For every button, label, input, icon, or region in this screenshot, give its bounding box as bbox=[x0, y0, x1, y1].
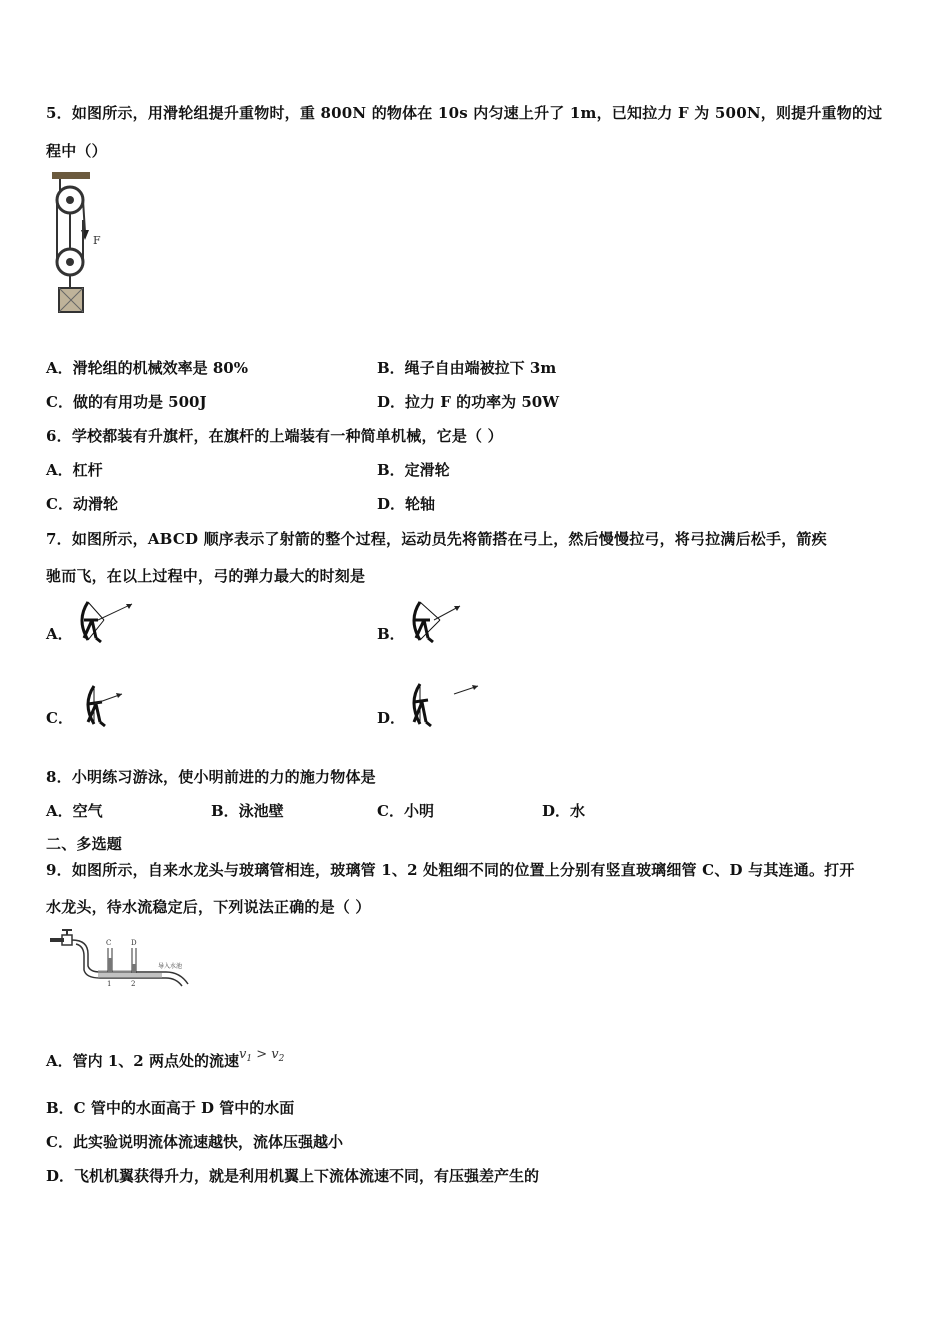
q9-option-c[interactable]: C．此实验说明流体流速越快，流体压强越小 bbox=[46, 1133, 343, 1151]
force-label: F bbox=[93, 234, 101, 247]
q6-option-d[interactable]: D．轮轴 bbox=[377, 495, 436, 513]
point-2-label: 2 bbox=[131, 980, 136, 988]
q9-option-d[interactable]: D．飞机机翼获得升力，就是利用机翼上下流体流速不同，有压强差产生的 bbox=[46, 1167, 540, 1185]
q7-option-c[interactable]: C． bbox=[46, 709, 73, 727]
q9-option-b[interactable]: B．C 管中的水面高于 D 管中的水面 bbox=[46, 1099, 295, 1117]
section-title: 二、多选题 bbox=[46, 835, 123, 853]
q6-option-a[interactable]: A．杠杆 bbox=[46, 461, 103, 479]
q6-option-c[interactable]: C．动滑轮 bbox=[46, 495, 118, 513]
q5-option-b[interactable]: B．绳子自由端被拉下 3m bbox=[377, 359, 557, 377]
archer-c-icon bbox=[80, 682, 132, 728]
archer-d-icon bbox=[404, 680, 484, 728]
q8-option-c[interactable]: C．小明 bbox=[377, 802, 434, 820]
water-tube-figure bbox=[48, 928, 198, 992]
q5-option-c[interactable]: C．做的有用功是 500J bbox=[46, 393, 207, 411]
q6-option-b[interactable]: B．定滑轮 bbox=[377, 461, 450, 479]
velocity-expression: $v_1 > v_2$ bbox=[238, 1047, 285, 1064]
outlet-label: 导入水池 bbox=[158, 963, 183, 970]
q5-option-d[interactable]: D．拉力 F 的功率为 50W bbox=[377, 393, 560, 411]
q8-stem: 8．小明练习游泳，使小明前进的力的施力物体是 bbox=[46, 768, 376, 786]
q5-option-a[interactable]: A．滑轮组的机械效率是 80% bbox=[46, 359, 248, 377]
pulley-ceiling-mount bbox=[52, 172, 90, 179]
q9-option-a[interactable] bbox=[46, 1047, 285, 1072]
q9-stem-line1: 9．如图所示，自来水龙头与玻璃管相连，玻璃管 1、2 处粗细不同的位置上分别有竖直玻璃细管 C、D 与其连通。打开 bbox=[46, 861, 855, 879]
q7-stem-line2: 驰而飞，在以上过程中，弓的弹力最大的时刻是 bbox=[46, 567, 366, 585]
q8-option-a[interactable]: A．空气 bbox=[46, 802, 103, 820]
archer-a-icon bbox=[74, 598, 136, 644]
point-1-label: 1 bbox=[107, 980, 112, 988]
q5-stem-line1: 5．如图所示，用滑轮组提升重物时，重 800N 的物体在 10s 内匀速上升了 1m，已知拉力 F 为 500N，则提升重物的过 bbox=[46, 104, 883, 122]
q8-option-d[interactable]: D．水 bbox=[542, 802, 586, 820]
q7-option-d[interactable]: D． bbox=[377, 709, 406, 727]
q7-option-a[interactable]: A． bbox=[46, 625, 73, 643]
pulley-system-figure bbox=[48, 170, 108, 318]
q7-option-b[interactable]: B． bbox=[377, 625, 405, 643]
q9-stem-line2: 水龙头，待水流稳定后，下列说法正确的是（ ） bbox=[46, 898, 371, 916]
q5-stem-line2: 程中（） bbox=[46, 142, 107, 160]
archer-b-icon bbox=[404, 598, 466, 644]
q8-option-b[interactable]: B．泳池壁 bbox=[211, 802, 284, 820]
q7-stem-line1: 7．如图所示，ABCD 顺序表示了射箭的整个过程，运动员先将箭搭在弓上，然后慢慢拉弓，将弓拉满后松手，箭疾 bbox=[46, 530, 827, 548]
tube-d-label: D bbox=[131, 939, 137, 947]
q9-option-a-text: A．管内 1、2 两点处的流速 bbox=[46, 1052, 239, 1070]
q6-stem: 6．学校都装有升旗杆，在旗杆的上端装有一种简单机械，它是（ ） bbox=[46, 427, 503, 445]
tube-c-label: C bbox=[106, 939, 112, 947]
